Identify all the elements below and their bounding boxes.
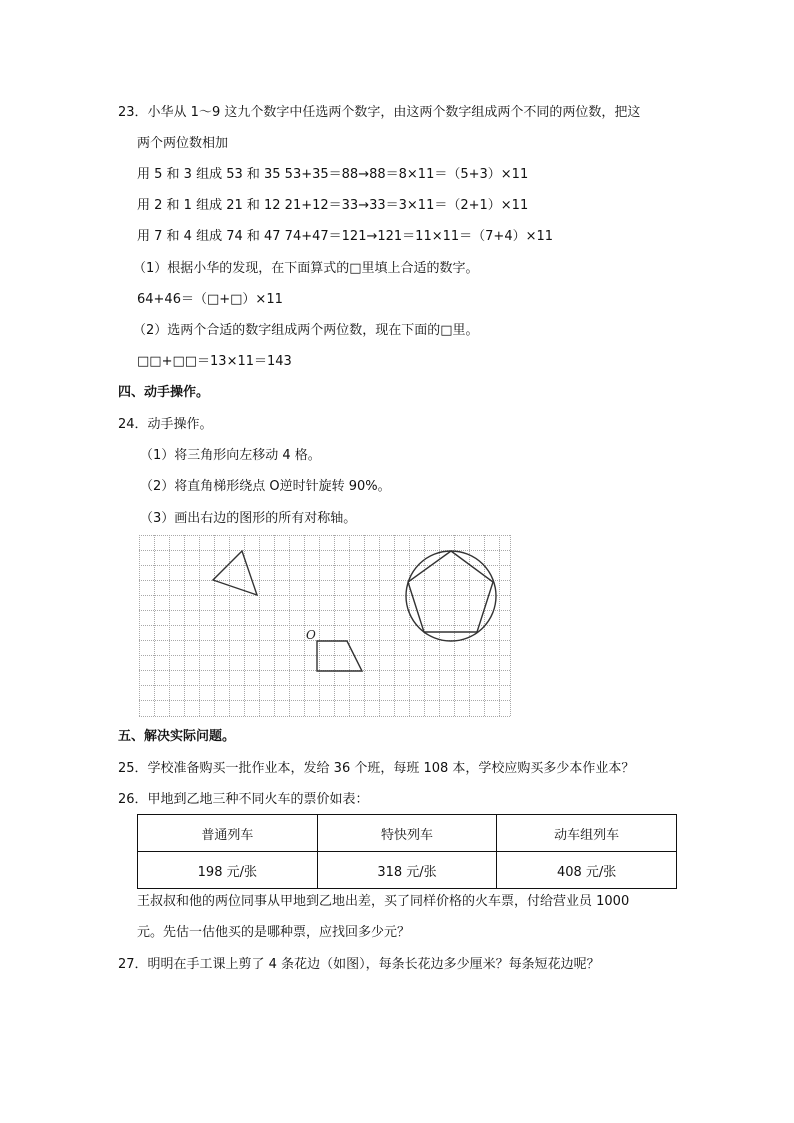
section5-heading: 五、解决实际问题。 [118, 729, 236, 744]
q23-example-3: 用 7 和 4 组成 74 和 47 74+47＝121→121＝11×11＝（7+4）×11 [137, 229, 554, 244]
q23-part2-equation: □□+□□＝13×11＝143 [137, 354, 292, 369]
grid-lines [139, 535, 511, 717]
q23-part1-equation: 64+46＝（□+□）×11 [137, 292, 283, 307]
q23-example-1: 用 5 和 3 组成 53 和 35 53+35＝88→88＝8×11＝（5+3）×11 [137, 167, 529, 182]
q24-item3: （3）画出右边的图形的所有对称轴。 [140, 511, 357, 526]
table-header-row [138, 815, 677, 852]
q24-item1: （1）将三角形向左移动 4 格。 [140, 448, 321, 463]
table-row [138, 852, 677, 889]
q24-item2: （2）将直角梯形绕点 O逆时针旋转 90%。 [140, 479, 391, 494]
q24-title: 24．动手操作。 [118, 417, 213, 432]
q23-line2: 两个两位数相加 [137, 136, 229, 151]
grid-figure [139, 535, 511, 717]
price-table [137, 814, 677, 889]
q23-part2: （2）选两个合适的数字组成两个两位数，现在下面的□里。 [133, 323, 479, 338]
q23-example-2: 用 2 和 1 组成 21 和 12 21+12＝33→33＝3×11＝（2+1）×11 [137, 198, 529, 213]
q26-title: 26．甲地到乙地三种不同火车的票价如表： [118, 792, 369, 807]
q27-text: 27．明明在手工课上剪了 4 条花边（如图），每条长花边多少厘米？每条短花边呢？ [118, 957, 600, 972]
table-cell: 198 元/张 [138, 852, 318, 889]
q23-part1: （1）根据小华的发现，在下面算式的□里填上合适的数字。 [133, 261, 479, 276]
q26-text1: 王叔叔和他的两位同事从甲地到乙地出差，买了同样价格的火车票，付给营业员 1000 [137, 894, 630, 909]
table-header-cell: 特快列车 [317, 815, 497, 852]
table-header-cell: 普通列车 [138, 815, 318, 852]
table-cell: 408 元/张 [497, 852, 677, 889]
q25-text: 25．学校准备购买一批作业本，发给 36 个班，每班 108 本，学校应购买多少本作业本？ [118, 761, 635, 776]
table-header-cell: 动车组列车 [497, 815, 677, 852]
table-cell: 318 元/张 [317, 852, 497, 889]
point-o-label: O [306, 628, 316, 642]
q26-text2: 元。先估一估他买的是哪种票，应找回多少元？ [137, 925, 411, 940]
section4-heading: 四、动手操作。 [118, 385, 210, 400]
triangle-shape [213, 551, 257, 595]
q23-line1: 23．小华从 1～9 这九个数字中任选两个数字，由这两个数字组成两个不同的两位数，把这 [118, 105, 641, 120]
